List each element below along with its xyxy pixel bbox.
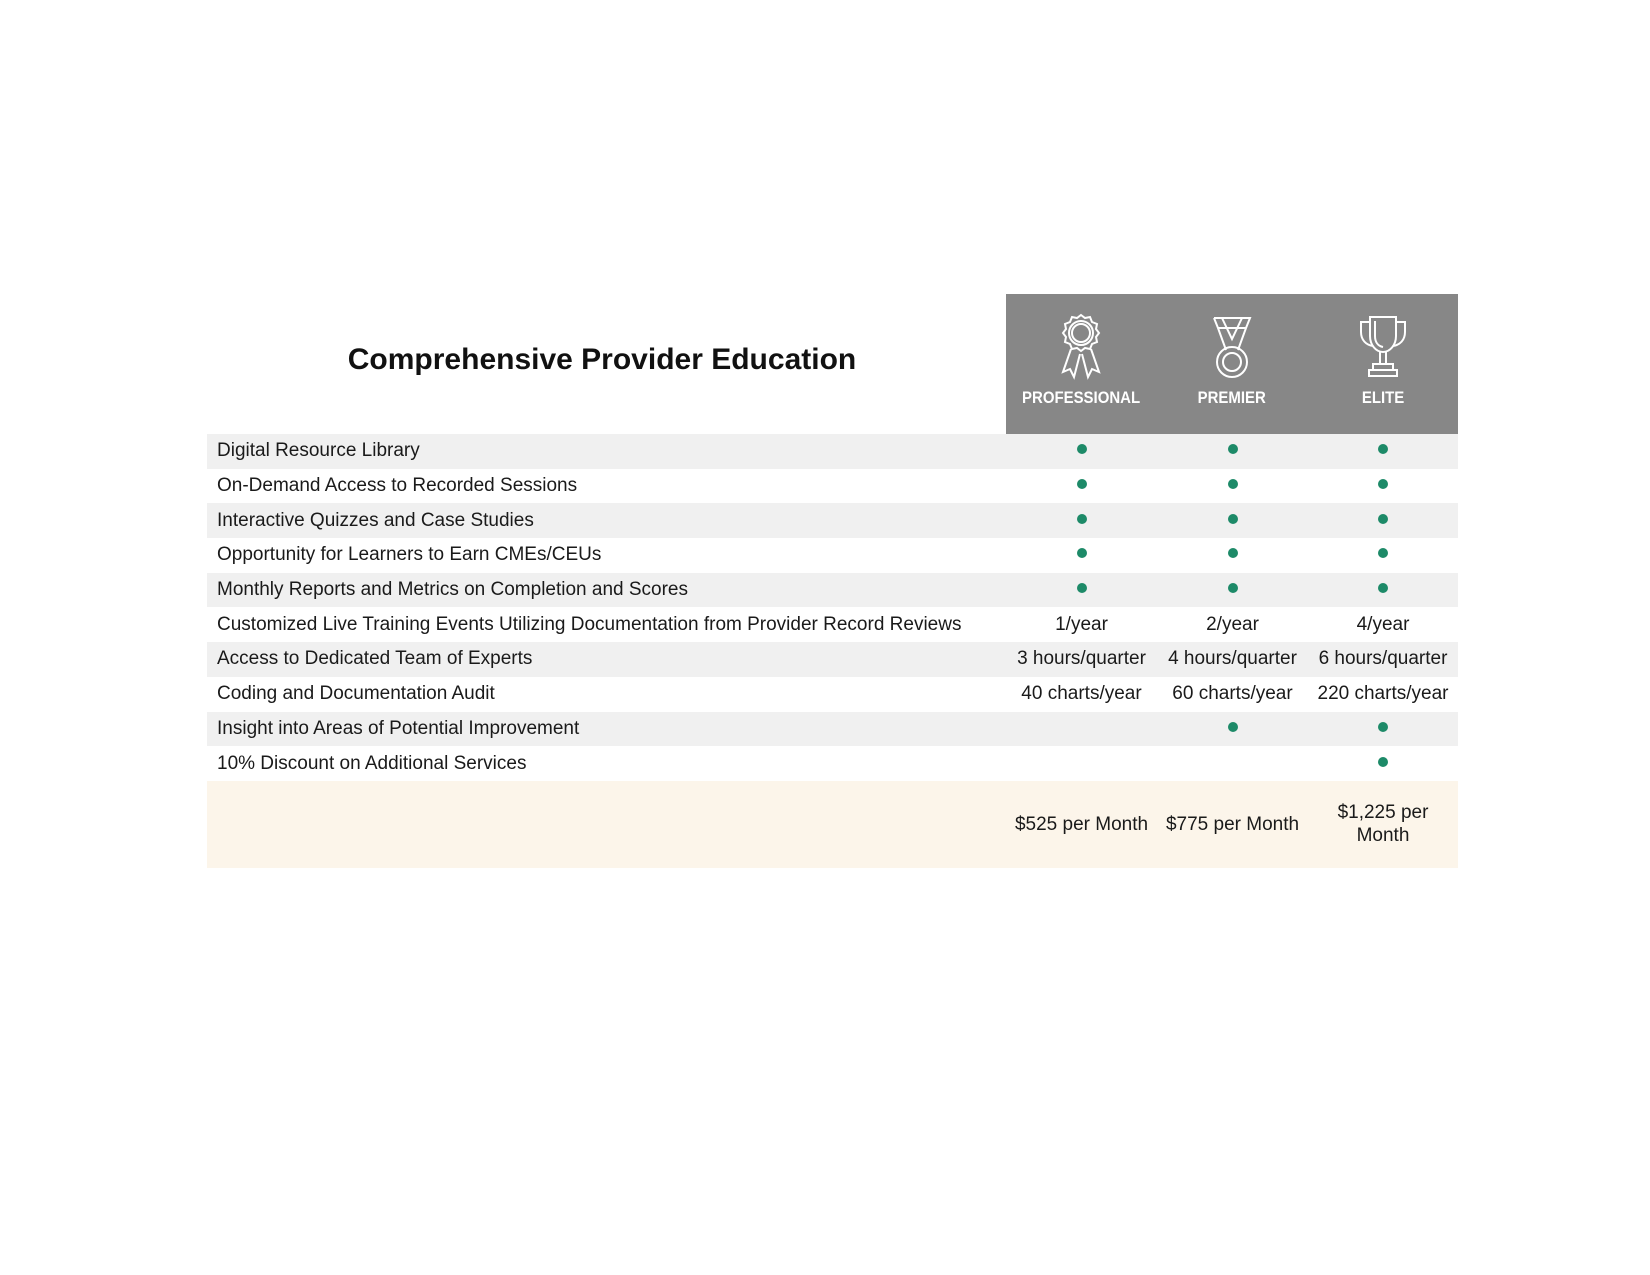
included-dot-icon [1228, 548, 1238, 558]
award-ribbon-icon [1051, 312, 1111, 384]
included-dot-icon [1378, 548, 1388, 558]
tier-header [1006, 294, 1458, 434]
table-row [207, 642, 1458, 677]
included-dot-icon [1077, 548, 1087, 558]
trophy-icon [1353, 312, 1413, 384]
included-dot-icon [1077, 583, 1087, 593]
included-dot-icon [1378, 444, 1388, 454]
table-row [207, 746, 1458, 781]
included-dot-icon [1077, 479, 1087, 489]
table-row [207, 573, 1458, 608]
table-row [207, 538, 1458, 573]
feature-value-professional [1006, 746, 1157, 781]
feature-value-elite [1308, 538, 1458, 573]
feature-value-premier: 2/year [1206, 613, 1259, 635]
included-dot-icon [1077, 444, 1087, 454]
included-dot-icon [1378, 479, 1388, 489]
feature-value-elite: 4/year [1356, 613, 1410, 635]
feature-label: Insight into Areas of Potential Improvement [207, 712, 1006, 747]
feature-value-premier [1157, 503, 1308, 538]
price-premier [1157, 781, 1308, 868]
feature-value-premier [1157, 538, 1308, 573]
feature-value-premier: 4 hours/quarter [1157, 642, 1308, 677]
price-elite [1308, 781, 1458, 868]
included-dot-icon [1228, 479, 1238, 489]
feature-value-premier [1157, 573, 1308, 608]
table-row [207, 469, 1458, 504]
feature-value-professional [1006, 434, 1157, 469]
included-dot-icon [1077, 514, 1087, 524]
feature-label: Customized Live Training Events Utilizing Documentation from Provider Record Reviews [217, 613, 962, 635]
feature-value-premier [1157, 469, 1308, 504]
tier-elite [1307, 294, 1458, 434]
feature-value-professional: 1/year [1055, 613, 1108, 635]
feature-value-premier [1157, 434, 1308, 469]
included-dot-icon [1378, 757, 1388, 767]
tier-name-elite: ELITE [1361, 388, 1404, 407]
feature-label: Interactive Quizzes and Case Studies [207, 503, 1006, 538]
page-title: Comprehensive Provider Education [347, 343, 857, 376]
included-dot-icon [1228, 514, 1238, 524]
price-row-label [207, 781, 1006, 868]
table-row [207, 607, 1458, 642]
comparison-table [207, 434, 1458, 868]
feature-value-professional [1006, 712, 1157, 747]
included-dot-icon [1228, 583, 1238, 593]
price-premier-text: $775 per Month [1165, 813, 1300, 835]
price-professional-text: $525 per Month [1014, 813, 1149, 835]
comparison-table-body [207, 434, 1458, 868]
tier-premier [1157, 294, 1308, 434]
feature-value-premier [1157, 712, 1308, 747]
feature-label: On-Demand Access to Recorded Sessions [217, 475, 578, 497]
feature-label: Coding and Documentation Audit [217, 683, 495, 705]
table-row [207, 712, 1458, 747]
feature-value-professional [1006, 538, 1157, 573]
included-dot-icon [1378, 514, 1388, 524]
tier-name-professional: PROFESSIONAL [1022, 388, 1141, 407]
feature-label: 10% Discount on Additional Services [217, 752, 527, 774]
feature-value-elite [1308, 469, 1458, 504]
feature-value-elite [1308, 712, 1458, 747]
price-professional [1006, 781, 1157, 868]
included-dot-icon [1228, 444, 1238, 454]
feature-value-premier: 60 charts/year [1172, 683, 1293, 705]
feature-value-elite [1308, 573, 1458, 608]
feature-value-professional [1006, 503, 1157, 538]
feature-value-professional [1006, 469, 1157, 504]
feature-value-professional: 40 charts/year [1021, 683, 1142, 705]
included-dot-icon [1228, 722, 1238, 732]
table-row [207, 677, 1458, 712]
feature-value-elite [1308, 746, 1458, 781]
feature-value-elite [1308, 434, 1458, 469]
table-row [207, 503, 1458, 538]
included-dot-icon [1378, 722, 1388, 732]
feature-value-elite: 220 charts/year [1317, 683, 1449, 705]
feature-label: Monthly Reports and Metrics on Completion and Scores [207, 573, 1006, 608]
feature-label: Access to Dedicated Team of Experts [207, 642, 1006, 677]
tier-name-premier: PREMIER [1197, 388, 1267, 407]
medal-icon [1202, 312, 1262, 384]
feature-label: Digital Resource Library [207, 434, 1006, 469]
feature-value-premier [1157, 746, 1308, 781]
table-row [207, 434, 1458, 469]
feature-value-professional [1006, 573, 1157, 608]
included-dot-icon [1378, 583, 1388, 593]
feature-value-elite: 6 hours/quarter [1308, 642, 1458, 677]
tier-professional [1006, 294, 1157, 434]
price-elite-text: $1,225 per Month [1337, 802, 1429, 847]
feature-value-elite [1308, 503, 1458, 538]
price-row [207, 781, 1458, 868]
feature-label: Opportunity for Learners to Earn CMEs/CEUs [217, 544, 602, 566]
feature-value-professional: 3 hours/quarter [1006, 642, 1157, 677]
